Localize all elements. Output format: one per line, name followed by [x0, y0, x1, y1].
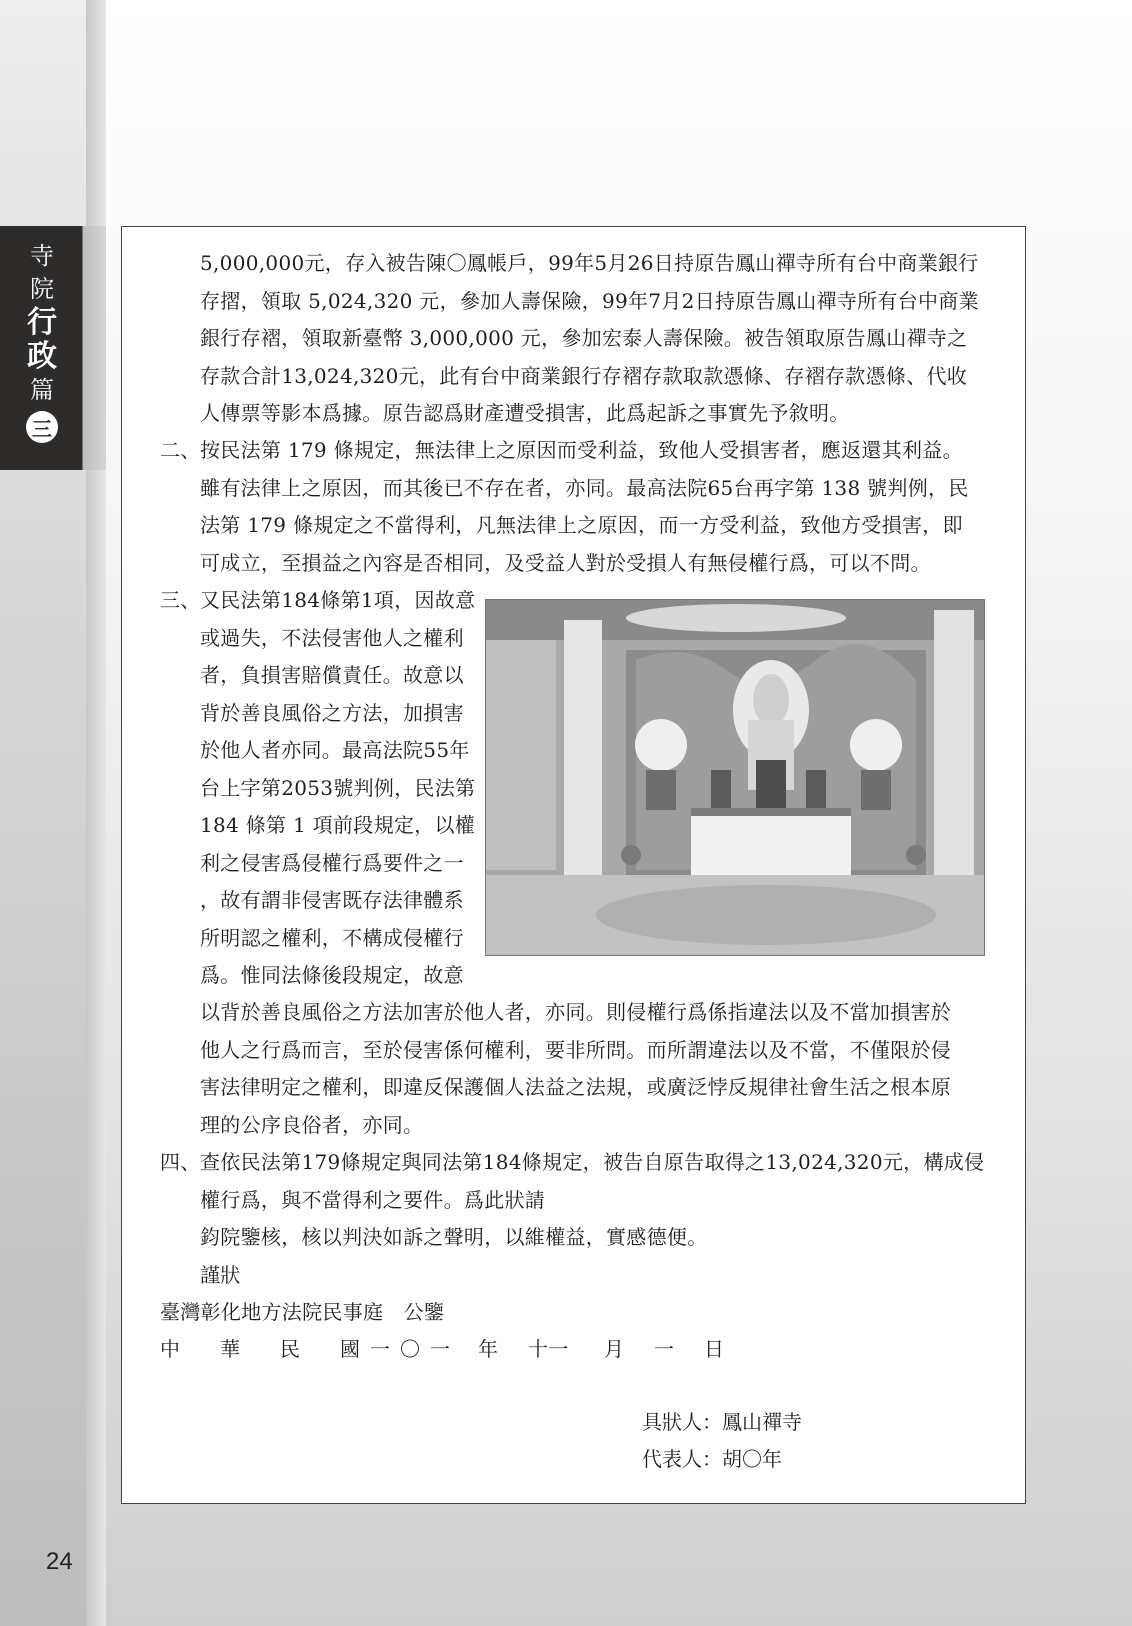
side-tab-char: 行 [27, 305, 57, 340]
text-line: 以背於善良風俗之方法加害於他人者，亦同。則侵權行爲係指違法以及不當加損害於 [200, 1000, 952, 1024]
date-char: 月 [604, 1337, 625, 1361]
text-line: 法第 179 條規定之不當得利，凡無法律上之原因，而一方受利益，致他方受損害，即 [200, 513, 963, 537]
date-char: 華 [220, 1337, 241, 1361]
side-tab-char: 寺 [30, 242, 54, 270]
date-char: 一 [430, 1337, 451, 1361]
paragraph-2 [200, 432, 969, 582]
text-line: 銀行存褶，領取新臺幣 3,000,000 元，參加宏泰人壽保險。被告領取原告鳳山禪寺之 [200, 326, 968, 350]
text-line: 理的公序良俗者，亦同。 [200, 1112, 424, 1137]
text-line: 權行爲，與不當得利之要件。爲此狀請 [200, 1187, 546, 1212]
side-tab-char: 篇 [30, 376, 54, 404]
date-char: 國 [340, 1337, 361, 1361]
text-line: 鈞院鑒核，核以判決如訴之聲明，以維權益，實感德便。 [200, 1225, 708, 1249]
paragraph-3-full [200, 994, 951, 1144]
text-line: 他人之行爲而言，至於侵害係何權利，要非所問。而所謂違法以及不當，不僅限於侵 [200, 1037, 952, 1062]
date-char: 中 [160, 1337, 181, 1361]
date-char: 民 [280, 1337, 301, 1361]
page-number: 24 [46, 1548, 73, 1575]
text-line: 查依民法第179條規定與同法第184條規定，被告自原告取得之13,024,320元，構成侵 [200, 1150, 985, 1174]
paragraph-2-label: 二、 [160, 438, 201, 462]
date-char: 日 [704, 1337, 725, 1361]
date-char: 一 [370, 1337, 391, 1361]
chapter-side-tab [0, 226, 106, 470]
paragraph-3-label: 三、 [160, 588, 201, 612]
text-line: 爲。惟同法條後段規定，故意 [200, 963, 464, 987]
text-line: ，故有謂非侵害既存法律體系 [200, 888, 464, 912]
representative-line [642, 1441, 782, 1478]
text-line: 害法律明定之權利，即違反保護個人法益之法規，或廣泛悖反規律社會生活之根本原 [200, 1075, 952, 1099]
text-line: 5,000,000元，存入被告陳〇鳳帳戶，99年5月26日持原告鳳山禪寺所有台中商業銀行 [200, 251, 979, 275]
document-frame [121, 226, 1026, 1504]
text-line: 雖有法律上之原因，而其後已不存在者，亦同。最高法院65台再字第 138 號判例，民 [200, 475, 969, 500]
text-line: 又民法第184條第1項，因故意 [200, 588, 476, 612]
side-tab-char: 政 [27, 339, 57, 374]
paragraph-4-label: 四、 [160, 1150, 201, 1174]
text-line: 可成立，至損益之內容是否相同，及受益人對於受損人有無侵權行爲，可以不問。 [200, 550, 931, 575]
text-line: 人傳票等影本爲據。原告認爲財產遭受損害，此爲起訴之事實先予敘明。 [200, 401, 850, 425]
volume-badge: 三 [26, 411, 58, 443]
date-char: 〇 [400, 1337, 421, 1361]
signer-line [642, 1404, 802, 1441]
text-line: 背於善良風俗之方法，加損害 [200, 700, 464, 725]
text-line: 存款合計13,024,320元，此有台中商業銀行存褶存款取款憑條、存褶存款憑條、代收 [200, 363, 968, 388]
text-line: 所明認之權利，不構成侵權行 [200, 925, 464, 950]
text-line: 184 條第 1 項前段規定，以權 [200, 813, 476, 837]
date-char: 年 [478, 1337, 499, 1361]
date-char: 一 [654, 1337, 675, 1361]
paragraph-1 [200, 245, 979, 433]
temple-altar-photo [485, 599, 985, 956]
filing-date [160, 1331, 734, 1369]
paragraph-3-narrow [200, 582, 475, 995]
text-line: 存摺，領取 5,024,320 元，參加人壽保險，99年7月2日持原告鳳山禪寺所有台中商業 [200, 288, 979, 313]
signer-label: 具狀人： [642, 1410, 722, 1434]
text-line: 利之侵害爲侵權行爲要件之一 [200, 850, 464, 875]
representative-label: 代表人： [642, 1447, 722, 1471]
court-addressee: 臺灣彰化地方法院民事庭 公鑒 [160, 1300, 445, 1324]
signer-value: 鳳山禪寺 [722, 1410, 802, 1434]
side-tab-char: 院 [30, 275, 54, 303]
text-line: 於他人者亦同。最高法院55年 [200, 738, 470, 762]
text-line: 謹狀 [200, 1262, 241, 1287]
date-char: 十一 [528, 1337, 569, 1361]
text-line: 台上字第2053號判例，民法第 [200, 775, 476, 800]
paragraph-4 [200, 1144, 984, 1294]
text-line: 者，負損害賠償責任。故意以 [200, 663, 464, 687]
text-line: 或過失，不法侵害他人之權利 [200, 625, 464, 650]
representative-value: 胡〇年 [722, 1447, 782, 1471]
text-line: 按民法第 179 條規定，無法律上之原因而受利益，致他人受損害者，應返還其利益。 [200, 438, 963, 462]
